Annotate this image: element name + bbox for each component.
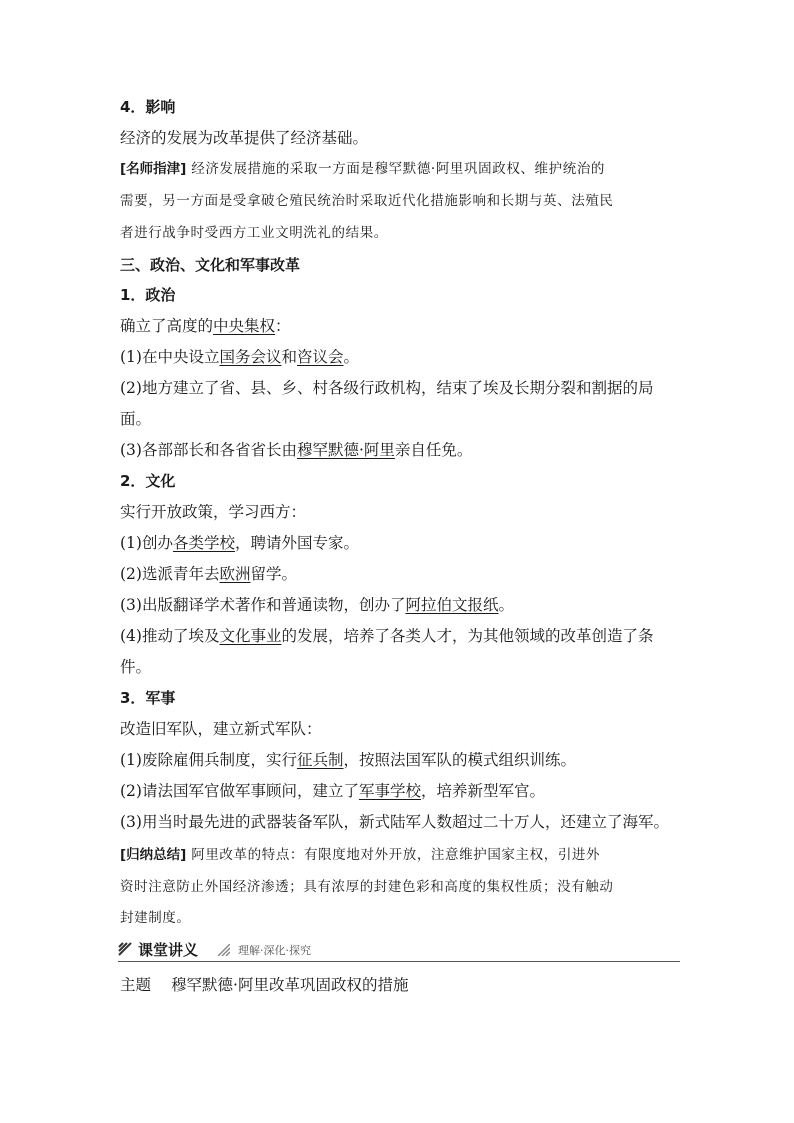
underlined-term: 咨议会 <box>297 348 344 366</box>
text: 。 <box>343 348 360 366</box>
military-intro: 改造旧军队，建立新式军队： <box>120 720 322 738</box>
text: (3)各部部长和各省省长由 <box>120 441 297 459</box>
underlined-term: 各类学校 <box>172 534 235 552</box>
culture-intro: 实行开放政策，学习西方： <box>120 503 307 521</box>
politics-item-1 <box>120 347 682 367</box>
summary-text-1: 阿里改革的特点：有限度地对外开放，注意维护国家主权，引进外 <box>186 847 601 863</box>
text: ，培养新型军官。 <box>420 782 545 800</box>
culture-item-4-line-2: 件。 <box>120 658 152 676</box>
banner-subtitle: 理解·深化·探究 <box>238 944 311 957</box>
underlined-term: 中央集权 <box>213 317 276 335</box>
text: (1)废除雇佣兵制度，实行 <box>120 751 297 769</box>
banner-rule <box>118 961 680 962</box>
text: 和 <box>281 348 297 366</box>
topic-label: 主题 <box>120 976 152 994</box>
topic-text: 穆罕默德·阿里改革巩固政权的措施 <box>171 976 409 994</box>
summary-line-2: 资时注意防止外国经济渗透；具有浓厚的封建色彩和高度的集权性质；没有触动 <box>120 879 614 895</box>
text: (2)选派青年去 <box>120 565 220 583</box>
culture-item-4-line-1 <box>120 626 682 646</box>
underlined-term: 国务会议 <box>219 348 282 366</box>
underlined-term: 穆罕默德·阿里 <box>296 441 395 459</box>
banner-title: 课堂讲义 <box>138 941 199 959</box>
summary-line-3: 封建制度。 <box>120 910 191 926</box>
summary-tag: [归纳总结] <box>120 847 187 863</box>
tip-tag: [名师指津] <box>120 161 187 177</box>
culture-item-3 <box>120 595 682 615</box>
politics-item-2-line-2: 面。 <box>120 410 152 428</box>
text: (1)创办 <box>120 534 173 552</box>
tip-text-1: 经济发展措施的采取一方面是穆罕默德·阿里巩固政权、维护统治的 <box>186 161 606 177</box>
summary-line-1 <box>120 845 682 865</box>
striped-triangle-icon <box>218 944 230 956</box>
culture-item-1 <box>120 533 682 553</box>
text: 确立了高度的 <box>120 317 214 335</box>
culture-item-2 <box>120 564 682 584</box>
text: 亲自任免。 <box>394 441 473 459</box>
text: ： <box>275 317 291 335</box>
culture-heading: 2．文化 <box>120 472 176 490</box>
tip-line-1 <box>120 159 682 179</box>
text: (4)推动了埃及 <box>120 627 220 645</box>
text: (1)在中央设立 <box>120 348 220 366</box>
text: 。 <box>498 596 514 614</box>
military-heading: 3．军事 <box>120 689 176 707</box>
underlined-term: 文化事业 <box>219 627 282 645</box>
text: ，按照法国军队的模式组织训练。 <box>343 751 576 769</box>
text: 的发展，培养了各类人才，为其他领域的改革创造了条 <box>281 627 654 645</box>
text: (3)出版翻译学术著作和普通读物，创办了 <box>120 596 406 614</box>
military-item-2 <box>120 781 682 801</box>
politics-item-3 <box>120 440 682 460</box>
underlined-term: 欧洲 <box>219 565 251 583</box>
underlined-term: 阿拉伯文报纸 <box>405 596 499 614</box>
topic-line <box>120 975 682 995</box>
politics-intro <box>120 316 682 336</box>
section-4-body: 经济的发展为改革提供了经济基础。 <box>120 129 369 147</box>
underlined-term: 征兵制 <box>296 751 344 769</box>
section-banner <box>118 938 680 962</box>
underlined-term: 军事学校 <box>358 782 421 800</box>
striped-flag-icon <box>118 942 132 956</box>
text: 留学。 <box>250 565 297 583</box>
politics-heading: 1．政治 <box>120 286 176 304</box>
tip-line-3: 者进行战争时受西方工业文明洗礼的结果。 <box>120 225 388 241</box>
military-item-3: (3)用当时最先进的武器装备军队，新式陆军人数超过二十万人，还建立了海军。 <box>120 813 669 831</box>
section-3-heading: 三、政治、文化和军事改革 <box>120 256 301 274</box>
text: ，聘请外国专家。 <box>234 534 359 552</box>
military-item-1 <box>120 750 682 770</box>
section-4-heading: 4．影响 <box>120 98 176 116</box>
politics-item-2-line-1: (2)地方建立了省、县、乡、村各级行政机构，结束了埃及长期分裂和割据的局 <box>120 379 654 397</box>
text: (2)请法国军官做军事顾问，建立了 <box>120 782 359 800</box>
tip-line-2: 需要，另一方面是受拿破仑殖民统治时采取近代化措施影响和长期与英、法殖民 <box>120 193 614 209</box>
